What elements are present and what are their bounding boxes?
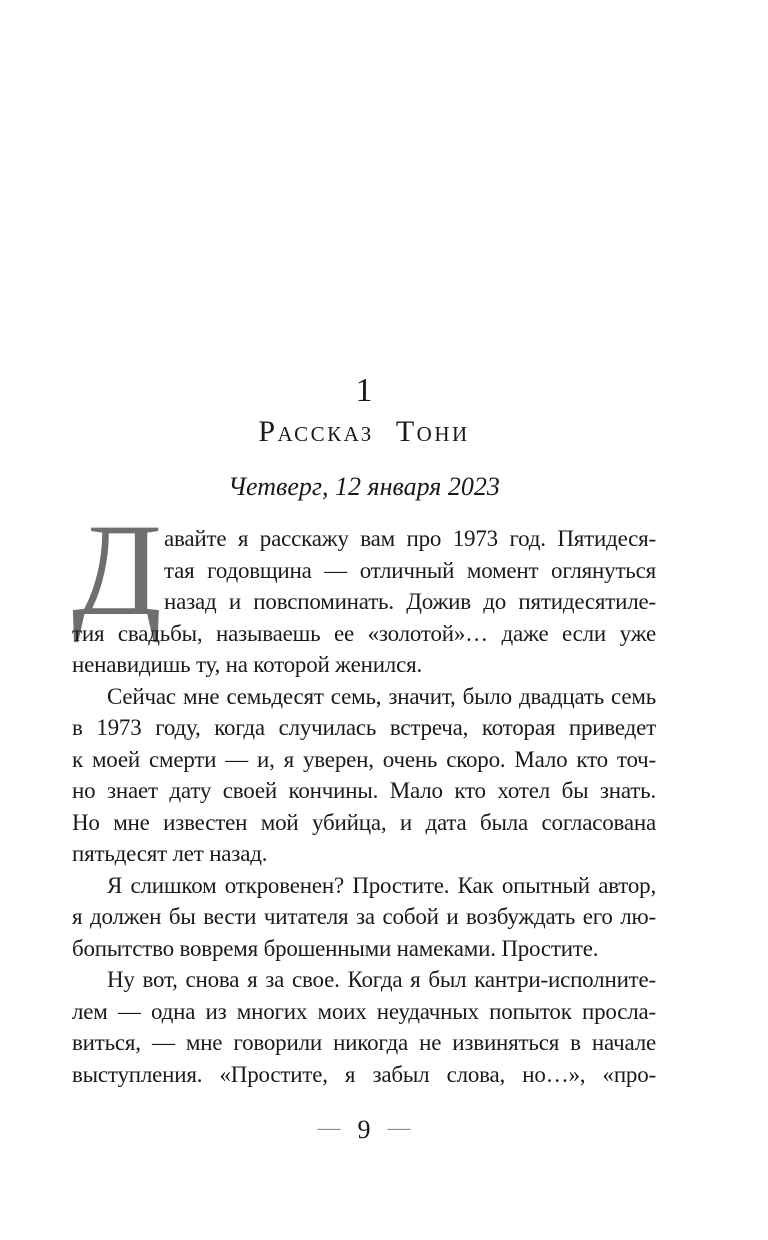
body-text [72,496,656,1090]
chapter-date: Четверг, 12 января 2023 [228,472,500,501]
footer-left-dash: — [317,1115,341,1140]
text-line: Но мне известен мой убийца, и дата была согласована [72,809,656,835]
paragraph [72,681,656,870]
text-line: лем — одна из многих моих неудачных попыток просла- [72,998,656,1024]
text-line: пятьдесят лет назад. [72,841,268,866]
chapter-title: Рассказ Тони [258,415,470,448]
text-line: Ну вот, снова я за свое. Когда я был кантри-исполните- [107,967,656,992]
text-line: к моей смерти — и, я уверен, очень скоро. Мало кто точ- [72,746,656,772]
text-line: в 1973 году, когда случилась встреча, которая приведет [72,715,656,740]
footer-right-dash: — [387,1115,411,1140]
text-line: Сейчас мне семьдесят семь, значит, было двадцать семь [107,683,656,709]
text-line: назад и повспоминать. Дожив до пятидесятиле- [164,589,656,614]
text-line: виться, — мне говорили никогда не извиняться в начале [72,1030,656,1055]
page-footer [0,1115,728,1145]
text-line: авайте я расскажу вам про 1973 год. Пятидеся- [164,526,656,551]
text-line: тия свадьбы, называешь ее «золотой»… даже если уже [72,620,656,646]
text-line: выступления. «Простите, я забыл слова, но…», «про- [72,1061,656,1087]
paragraph [72,964,656,1090]
paragraph [72,870,656,965]
chapter-number: 1 [355,372,373,409]
paragraph [72,496,656,681]
text-line: Я слишком откровенен? Простите. Как опытный автор, [107,872,656,898]
text-line: бопытство вовремя брошенными намеками. Простите. [72,935,599,961]
text-line: ненавидишь ту, на которой женился. [72,652,423,677]
page-number: 9 [357,1115,371,1144]
drop-cap-letter: Д [72,496,162,643]
text-line: но знает дату своей кончины. Мало кто хотел бы знать. [72,778,656,803]
text-line: я должен бы вести читателя за собой и возбуждать его лю- [72,904,656,929]
text-line: тая годовщина — отличный момент оглянуться [164,557,656,583]
